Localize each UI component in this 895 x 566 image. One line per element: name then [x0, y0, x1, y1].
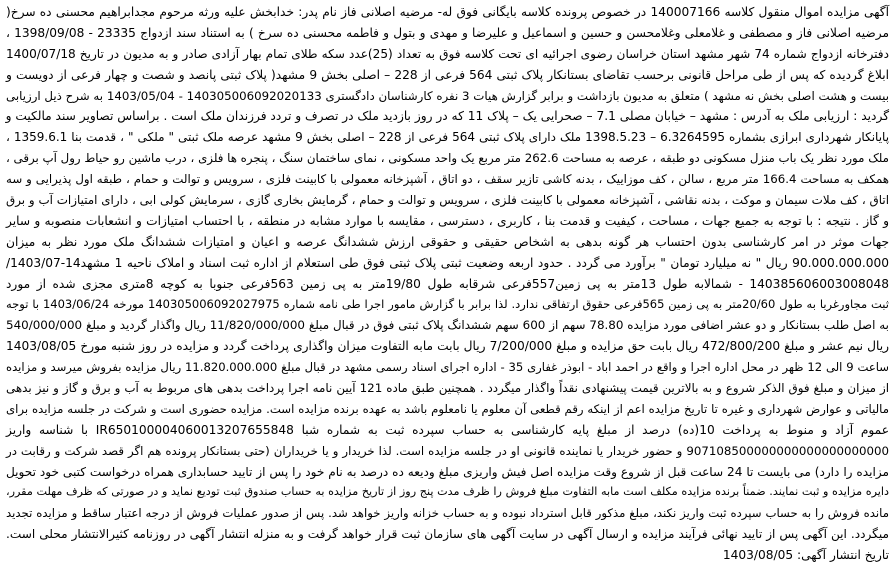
notice-line: همکف به مساحت 166.4 متر مربع ، سالن ، کف موزاییک ، بدنه کاشی تازیر سقف ، دو اتاق ، آشپزخانه معمولی با کابینت فلزی ، سرویس و توالت و حمام ، طبقه اول پذیرایی و سه — [6, 172, 889, 187]
notice-line: دفترخانه ازدواج شماره 74 شهر مشهد استان خراسان رضوی اجرائیه ای تحت کلاسه فوق به تعداد (25)عدد سکه طلای تمام بهار آزادی صادر و به مدیون در تاریخ 1400/07/18 — [6, 46, 889, 61]
notice-line: ثبت مجاورغربا به طول 20/60متر به پی زمین 565فرعی حقوق ارتفاقی ندارد. لذا برابر با گزارش مامور اجرا طی نامه شماره 140305006092027975 مورخه 1403/06/24 با توجه — [6, 297, 889, 312]
notice-line: جهات موثر در امر کارشناسی بدون احتساب هر گونه بدهی به اشخاص حقیقی و حقوقی ارزش ششدانگ عرصه و اعیان و امتیازات ششدانگ ملک مورد نظر به میزان — [6, 234, 889, 249]
publication-date: تاریخ انتشار آگهی: 1403/08/05 — [722, 548, 889, 563]
auction-notice-text — [5, 2, 890, 563]
notice-line: از میزان و مبلغ فوق الذکر شروع و به بالاترین قیمت پیشنهادی نقداً واگذار میگردد . همچنین طبق ماده 121 آیین نامه اجرا پرداخت بدهی های مربوط به آب و برق و گاز و نیز بدهی — [6, 381, 890, 396]
notice-line: ابلاغ گردیده که پس از طی مراحل قانونی برحسب تقاضای بستانکار پلاک ثبتی 564 فرعی از 228 – اصلی بخش 9 مشهد( پلاک ثبتی پانصد و شصت و چهار فرعی از دویست و — [6, 67, 889, 82]
notice-line: مالیاتی و عوارض شهرداری و غیره تا تاریخ مزایده اعم از اینکه رقم قطعی آن معلوم یا نامعلوم باشد به عهده برنده مزایده است. مزایده حضوری است و شرکت در جلسه مزایده برای — [6, 401, 889, 416]
notice-line: ملک مورد نظر یک باب منزل مسکونی دو طبقه ، عرصه به مساحت 262.6 متر مربع یک واحد مسکونی ، نمای ساختمان سنگ ، پنجره ها فلزی ، درب ماشین رو حیاط رول آپ برقی ، — [5, 151, 889, 166]
notice-line: آگهی مزایده اموال منقول کلاسه 140007166 در خصوص پرونده کلاسه بایگانی فوق له- مرضیه اصلانی فاز نام پدر: خدابخش علیه ورثه مرحوم مجدابراهیم محسنی ده سرخ( — [6, 5, 889, 19]
notice-line: ریال نیم عشر و مبلغ 472/800/200 ریال بابت حق مزایده و مبلغ 7/200/000 ریال بابت مابه التفاوت میزان واگذاری پرداخت گردد و مزایده در روز شنبه مورخ 1403/08/05 — [6, 339, 889, 354]
notice-line: بیست و هشت اصلی بخش نه مشهد ) متعلق به مدیون بازداشت و برابر گزارش هیات 3 نفره کارشناسان دادگستری 140305006092020133 - 1403/05/04 به شرح ذیل ارزیابی — [6, 88, 889, 103]
notice-line: میگردد. این آگهی پس از تایید نهائی فرآیند مزایده و ارسال آگهی در سایت آگهی های سازمان ثبت قرار خواهد گرفت و به منزله انتشار آگهی در روزنامه کثیرالانتشار محلی است. — [6, 527, 889, 542]
notice-line: 140385606003008048 - شمالابه طول 13متر به پی زمین557فرعی شرقابه طول 19/80متر به پی زمین 563فرعی جنوبا به کوچه 8متری مجزی شده از مورد — [6, 276, 889, 291]
notice-line: مرضیه اصلانی فاز و مصطفی و غلامعلی وغلامحسن و حسین و اسماعیل و علیرضا و مهدی و بتول و فاطمه محسنی ده سرخ ) به استناد سند ازدواج 23335 - 1398/09/08 ، — [6, 25, 889, 40]
notice-line: مزایده را دارد) می بایست تا 24 ساعت قبل از شروع وقت مزایده اصل فیش واریزی مبلغ ودیعه ده درصد به نام خود را پس از تایید حسابداری همراه درخواست کتبی خود تحویل — [6, 464, 889, 479]
notice-line: 907108500000000000000000000 و حضور خریدار یا نماینده قانونی او در جلسه مزایده است. لذا خریدار و یا خریداران (حتی بستانکار پرونده هم اگر قصد شرکت و رقابت در — [6, 443, 889, 458]
notice-line: اتاق ، کف ملات سیمان و موکت ، بدنه نقاشی ، آشپزخانه معمولی با کابینت فلزی ، سرویس و توالت و حمام ، گرمایش بخاری گازی ، سرمایش کولی ابی ، دارای امتیازات آب و برق — [6, 193, 889, 208]
notice-line: 90.000.000.000 ریال " نه میلیارد تومان " برآورد می گردد . حدود اربعه وضعیت ثبتی پلاک ثبتی فوق طی استعلام از اداره ثبت اسناد و املاک ناحیه 1 مشهد14-1403/07/ — [6, 255, 889, 270]
notice-line: به اصل طلب بستانکار و دو عشر اضافی مورد مزایده 78.80 سهم از 600 سهم ششدانگ پلاک ثبتی فوق در قبال مبلغ 11/820/000/000 ریال واگذار گردید و مبلغ 540/000/000 — [6, 318, 889, 333]
notice-line: مانده فروش را به حساب سپرده ثبت واریز نکند، مبلغ مذکور قابل استرداد نبوده و به حساب خزانه واریز خواهد شد. پس از صدور عملیات فروش از درجه اعتبار ساقط و مزایده تجدید — [6, 506, 889, 521]
notice-line: پایانکار شهرداری ابرازی بشماره 6.3264595 – 1398.5.23 ملک دارای پلاک ثبتی 564 فرعی از 228 – اصلی بخش 9 مشهد عرصه ملک ثبتی " ملکی " ، قدمت بنا 1359.6.1 ، — [6, 130, 890, 145]
notice-line: عموم آزاد و منوط به پرداخت 10(ده) درصد از مبلغ پایه کارشناسی به حساب سپرده ثبت به شماره شبا IR650100004060013207655848 با شناسه واریز — [6, 422, 889, 437]
notice-line: و گاز . نتیجه : با توجه به جمیع جهات ، مساحت ، کیفیت و قدمت بنا ، کاربری ، دسترسی ، مقایسه با موارد مشابه در منطقه ، با احتساب امتیازات و انشعابات منصوبه و سایر — [6, 213, 889, 228]
notice-line: ساعت 9 الی 12 ظهر در محل اداره اجرا و واقع در احمد اباد - ابوذر غفاری 35 - اداره اجرای اسناد رسمی مشهد در قبال مبلغ 11.820.000.000 ریال مزایده بفروش میرسد و مزایده — [6, 360, 889, 375]
notice-line: گردید : ارزیابی ملک به آدرس : مشهد – خیابان مصلی 7.1 – صحرایی یک – پلاک 11 که در روز بازدید ملک در تصرف و تردد فرزندان ملک است . براساس تصاویر سند مالکیت و — [5, 109, 889, 124]
notice-line: دایره مزایده و ثبت نمایند. ضمناً برنده مزایده مکلف است مابه التفاوت مبلغ فروش را ظرف مدت پنج روز از تاریخ مزایده به حساب صندوق ثبت تودیع نماید و در صورتی که ظرف مهلت مقرر، — [6, 485, 889, 499]
